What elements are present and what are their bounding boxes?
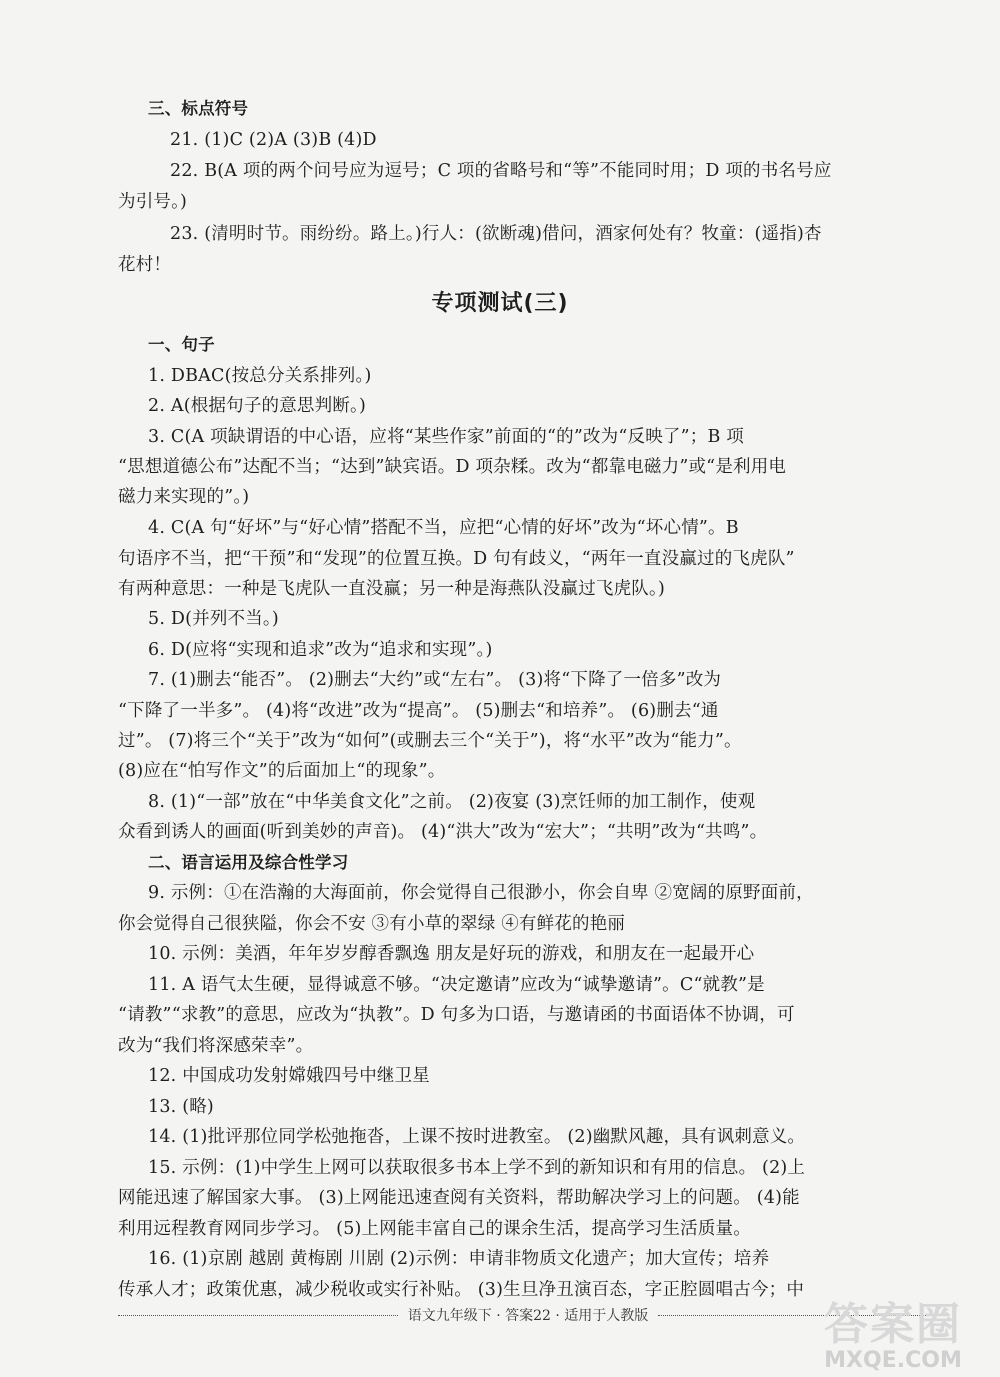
answer-line: “请教”“求教”的意思，应改为“执教”。D 句多为口语，与邀请函的书面语体不协调，可 <box>118 1005 795 1025</box>
section-heading: 一、句子 <box>148 335 215 354</box>
answer-line: 1. DBAC(按总分关系排列。) <box>148 366 372 386</box>
answer-line: “思想道德公布”达配不当；“达到”缺宾语。D 项杂糅。改为“都靠电磁力”或“是利用电 <box>118 457 787 477</box>
answer-line: 22. B(A 项的两个问号应为逗号；C 项的省略号和“等”不能同时用；D 项的书名号应 <box>170 161 832 181</box>
answer-line: 利用远程教育网同步学习。 (5)上网能丰富自己的课余生活，提高学习生活质量。 <box>118 1219 751 1239</box>
answer-line: 10. 示例：美酒，年年岁岁醇香飘逸 朋友是好玩的游戏，和朋友在一起最开心 <box>148 944 755 964</box>
section-heading: 二、语言运用及综合性学习 <box>148 853 349 872</box>
answer-line: 6. D(应将“实现和追求”改为“追求和实现”。) <box>148 640 493 660</box>
footer-divider <box>118 1315 398 1316</box>
answer-line: 5. D(并列不当。) <box>148 609 279 629</box>
answer-line: 句语序不当，把“干预”和“发现”的位置互换。D 句有歧义，“两年一直没赢过的飞虎队” <box>118 549 795 569</box>
answer-line: 磁力来实现的”。) <box>118 487 250 507</box>
answer-line: 你会觉得自己很狭隘，你会不安 ③有小草的翠绿 ④有鲜花的艳丽 <box>118 914 626 934</box>
footer-text: 语文九年级下 · 答案22 · 适用于人教版 <box>407 1308 649 1324</box>
answer-line: 15. 示例：(1)中学生上网可以获取很多书本上学不到的新知识和有用的信息。 (2)上 <box>148 1158 806 1178</box>
answer-line: 众看到诱人的画面(听到美妙的声音)。 (4)“洪大”改为“宏大”；“共明”改为“共鸣”。 <box>118 822 768 842</box>
answer-line: 16. (1)京剧 越剧 黄梅剧 川剧 (2)示例：申请非物质文化遗产；加大宣传；培养 <box>148 1249 770 1269</box>
answer-line: 21. (1)C (2)A (3)B (4)D <box>170 130 377 150</box>
answer-line: 23. (清明时节。雨纷纷。路上。)行人：(欲断魂)借问，酒家何处有？牧童：(遥指)杏 <box>170 224 822 244</box>
answer-line: 网能迅速了解国家大事。 (3)上网能迅速查阅有关资料，帮助解决学习上的问题。 (4)能 <box>118 1188 800 1208</box>
answer-line: 花村！ <box>118 255 172 275</box>
answer-line: “下降了一半多”。 (4)将“改进”改为“提高”。 (5)删去“和培养”。 (6)删去“通 <box>118 701 719 721</box>
answer-line: 2. A(根据句子的意思判断。) <box>148 396 367 416</box>
answer-line: (8)应在“怕写作文”的后面加上“的现象”。 <box>118 761 446 781</box>
answer-line: 4. C(A 句“好坏”与“好心情”搭配不当，应把“心情的好坏”改为“坏心情”。B <box>148 518 739 538</box>
answer-line: 11. A 语气太生硬，显得诚意不够。“决定邀请”应改为“诚挚邀请”。C“就教”是 <box>148 975 765 995</box>
answer-line: 7. (1)删去“能否”。 (2)删去“大约”或“左右”。 (3)将“下降了一倍多”改为 <box>148 670 722 690</box>
page-footer <box>118 1300 938 1330</box>
answer-line: 改为“我们将深感荣幸”。 <box>118 1036 314 1056</box>
answer-line: 14. (1)批评那位同学松弛拖沓，上课不按时进教室。 (2)幽默风趣，具有讽刺意义。 <box>148 1127 806 1147</box>
answer-line: 过”。 (7)将三个“关于”改为“如何”(或删去三个“关于”)，将“水平”改为“能力”。 <box>118 731 742 751</box>
answer-line: 传承人才；政策优惠，减少税收或实行补贴。 (3)生旦净丑演百态，字正腔圆唱古今；中 <box>118 1280 805 1300</box>
answer-line: 8. (1)“一部”放在“中华美食文化”之前。 (2)夜宴 (3)烹饪师的加工制作，使观 <box>148 792 756 812</box>
answer-line: 为引号。) <box>118 192 188 212</box>
answer-line: 有两种意思：一种是飞虎队一直没赢；另一种是海燕队没赢过飞虎队。) <box>118 579 665 599</box>
watermark-logo <box>824 1288 962 1373</box>
answer-line: 12. 中国成功发射嫦娥四号中继卫星 <box>148 1066 430 1086</box>
answer-line: 3. C(A 项缺谓语的中心语，应将“某些作家”前面的“的”改为“反映了”；B 项 <box>148 427 744 447</box>
page-title: 专项测试(三) <box>431 291 569 316</box>
watermark-url: MXQE.COM <box>824 1348 962 1373</box>
section-heading: 三、标点符号 <box>148 99 249 118</box>
watermark-text: 答案圈 <box>824 1299 962 1350</box>
answer-line: 9. 示例：①在浩瀚的大海面前，你会觉得自己很渺小，你会自卑 ②宽阔的原野面前， <box>148 883 814 903</box>
answer-line: 13. (略) <box>148 1097 214 1117</box>
